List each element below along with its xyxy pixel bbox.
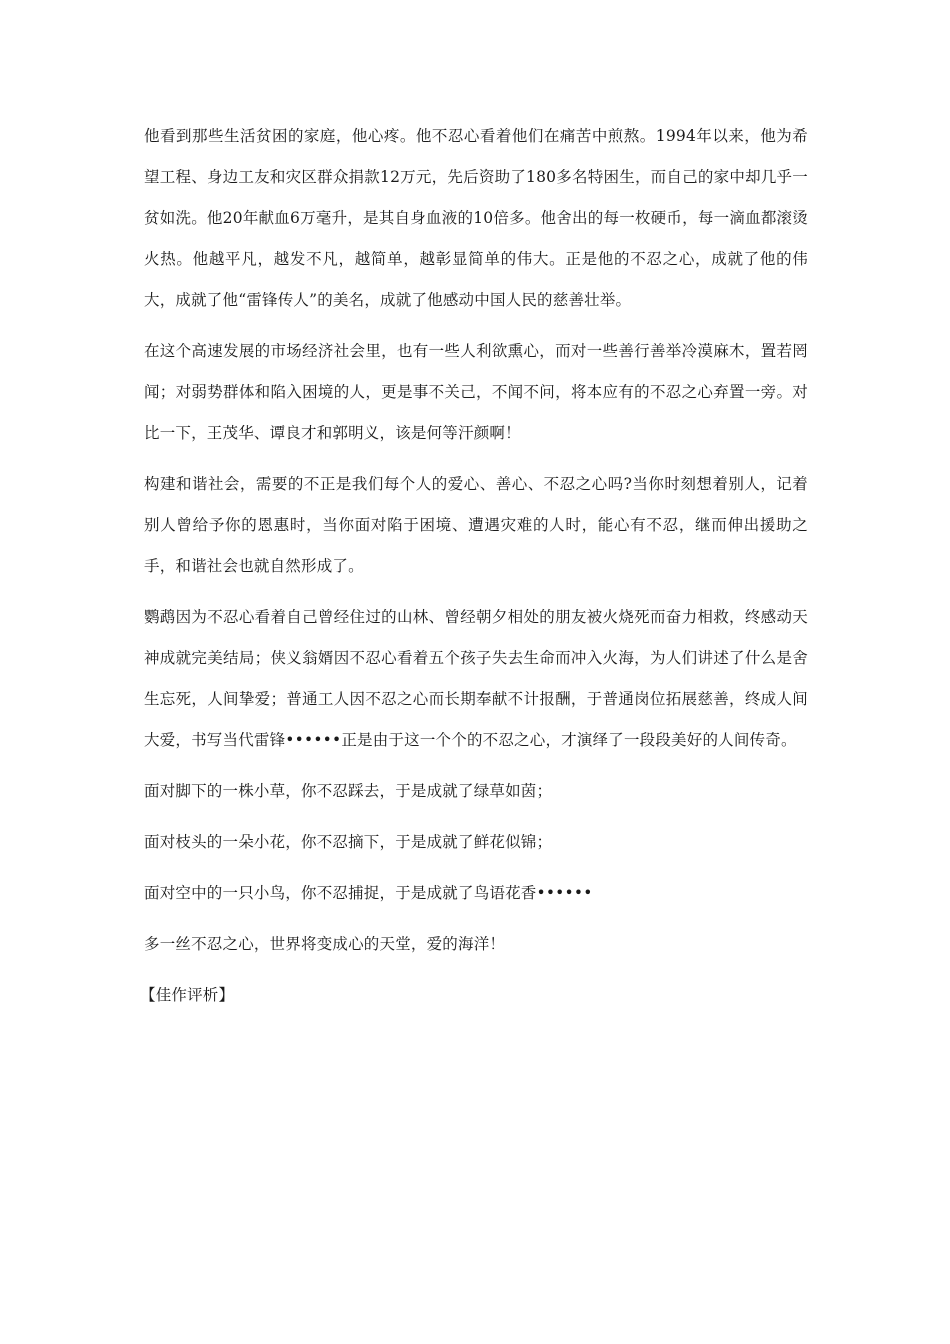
paragraph-7: 面对空中的一只小鸟，你不忍捕捉，于是成就了鸟语花香•••••• xyxy=(144,884,593,902)
section-heading: 【佳作评析】 xyxy=(140,986,235,1004)
paragraph-3: 构建和谐社会，需要的不正是我们每个人的爱心、善心、不忍之心吗?当你时刻想着别人，记着别人曾给予你的恩惠时，当你面对陷于困境、遭遇灾难的人时，能心有不忍，继而伸出援助之手，和谐社会也就自然形成了。 xyxy=(144,475,808,575)
document-body xyxy=(140,116,808,1016)
paragraph-2: 在这个高速发展的市场经济社会里，也有一些人利欲熏心，而对一些善行善举冷漠麻木，置若罔闻；对弱势群体和陷入困境的人，更是事不关己，不闻不问，将本应有的不忍之心弃置一旁。对比一下，王茂华、谭良才和郭明义，该是何等汗颜啊！ xyxy=(144,342,808,442)
paragraph-4: 鹦鹉因为不忍心看着自己曾经住过的山林、曾经朝夕相处的朋友被火烧死而奋力相救，终感动天神成就完美结局；侠义翁婿因不忍心看着五个孩子失去生命而冲入火海，为人们讲述了什么是舍生忘死，人间挚爱；普通工人因不忍之心而长期奉献不计报酬，于普通岗位拓展慈善，终成人间大爱，书写当代雷锋••••••正是由于这一个个的不忍之心，才演绎了一段段美好的人间传奇。 xyxy=(144,608,808,749)
paragraph-8: 多一丝不忍之心，世界将变成心的天堂，爱的海洋！ xyxy=(144,935,506,953)
paragraph-1: 他看到那些生活贫困的家庭，他心疼。他不忍心看着他们在痛苦中煎熬。1994年以来，他为希望工程、身边工友和灾区群众捐款12万元，先后资助了180多名特困生，而自己的家中却几乎一贫如洗。他20年献血6万毫升，是其自身血液的10倍多。他舍出的每一枚硬币，每一滴血都滚烫火热。他越平凡，越发不凡，越简单，越彰显简单的伟大。正是他的不忍之心，成就了他的伟大，成就了他“雷锋传人”的美名，成就了他感动中国人民的慈善壮举。 xyxy=(144,127,808,309)
paragraph-6: 面对枝头的一朵小花，你不忍摘下，于是成就了鲜花似锦； xyxy=(144,833,553,851)
paragraph-5: 面对脚下的一株小草，你不忍踩去，于是成就了绿草如茵； xyxy=(144,782,553,800)
